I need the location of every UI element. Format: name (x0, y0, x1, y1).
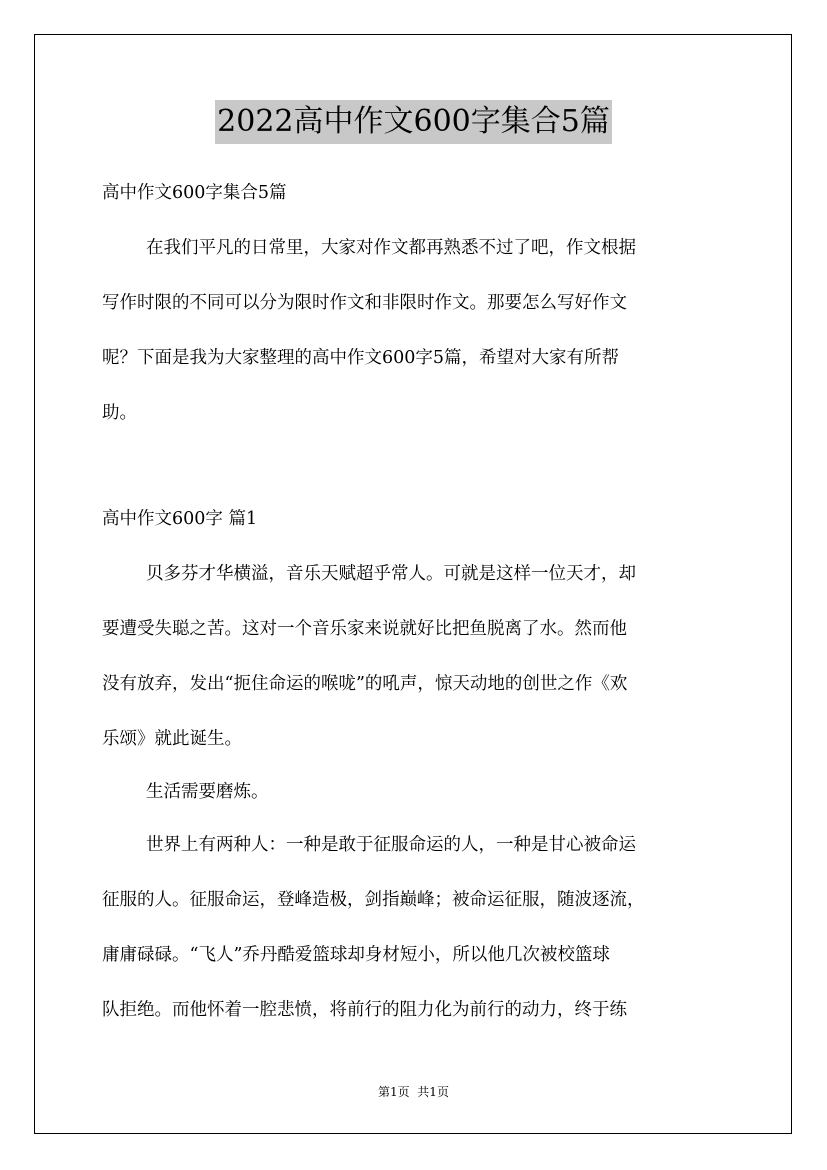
document-title (0, 100, 827, 144)
para1-line-2: 要遭受失聪之苦。这对一个音乐家来说就好比把鱼脱离了水。然而他 (102, 619, 627, 639)
para3-line-1: 世界上有两种人：一种是敢于征服命运的人，一种是甘心被命运 (146, 835, 636, 855)
intro-line-4: 助。 (102, 403, 137, 423)
para1-line-3: 没有放弃，发出“扼住命运的喉咙”的吼声，惊天动地的创世之作《欢 (102, 674, 628, 694)
intro-line-3: 呢？下面是我为大家整理的高中作文600字5篇，希望对大家有所帮 (102, 348, 620, 368)
document-subtitle: 高中作文600字集合5篇 (102, 183, 287, 203)
document-title-text: 2022高中作文600字集合5篇 (215, 100, 612, 144)
intro-line-2: 写作时限的不同可以分为限时作文和非限时作文。那要怎么写好作文 (102, 293, 627, 313)
para1-line-1: 贝多芬才华横溢，音乐天赋超乎常人。可就是这样一位天才，却 (146, 564, 636, 584)
para3-line-2: 征服的人。征服命运，登峰造极，剑指巅峰；被命运征服，随波逐流， (102, 890, 645, 910)
section-heading-1: 高中作文600字 篇1 (102, 509, 258, 529)
para2-line-1: 生活需要磨炼。 (146, 782, 269, 802)
page-footer: 第1页 共1页 (378, 1085, 449, 1099)
para1-line-4: 乐颂》就此诞生。 (102, 729, 242, 749)
para3-line-4: 队拒绝。而他怀着一腔悲愤，将前行的阻力化为前行的动力，终于练 (102, 1000, 627, 1020)
intro-line-1: 在我们平凡的日常里，大家对作文都再熟悉不过了吧，作文根据 (146, 238, 636, 258)
para3-line-3: 庸庸碌碌。“飞人”乔丹酷爱篮球却身材短小，所以他几次被校篮球 (102, 945, 610, 965)
